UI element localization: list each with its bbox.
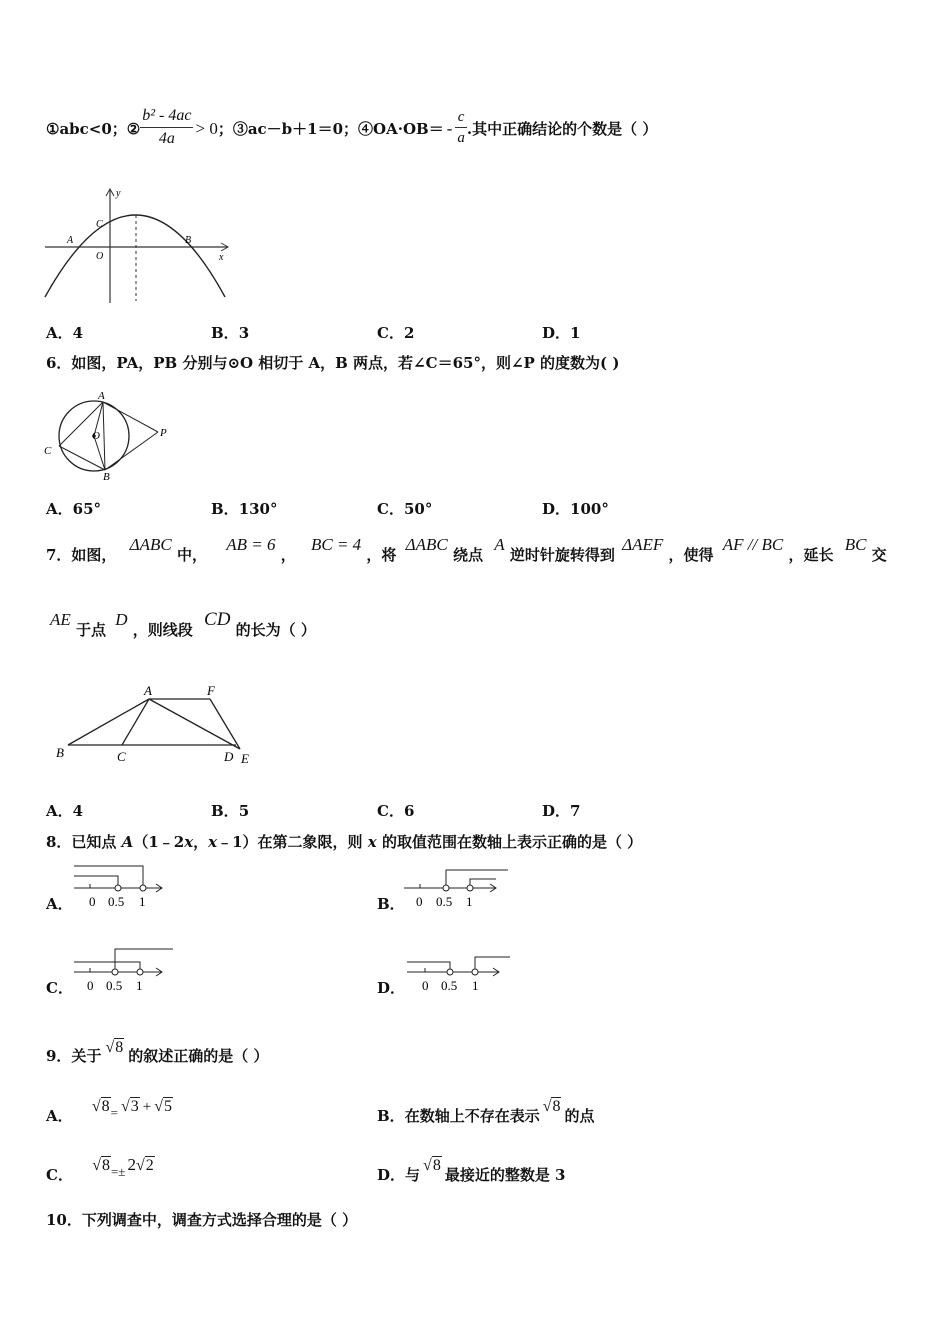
q7-bc2: BC	[844, 535, 867, 554]
q5-frac2-num: c	[455, 107, 467, 128]
q6-label-P: P	[160, 427, 167, 439]
q9-sqrt-8: √8	[105, 1039, 124, 1056]
q5-part3: .其中正确结论的个数是（ ）	[466, 120, 658, 138]
q9-option-c[interactable]	[46, 1154, 155, 1184]
q6-label-A: A	[98, 390, 105, 402]
q9-b-pre: 在数轴上不存在表示	[404, 1107, 540, 1125]
q8-numberline-b[interactable]	[400, 862, 515, 912]
q9-stem	[46, 1040, 268, 1064]
q7-num: 7．如图，	[46, 546, 117, 564]
option-label: A．	[46, 802, 73, 820]
q7-t9: 于点	[76, 621, 107, 639]
q9-a-sqrt8: √8	[91, 1098, 110, 1115]
q8-numberline-c[interactable]	[70, 944, 180, 996]
radicand: 8	[552, 1098, 561, 1115]
q6-label-O: O	[92, 430, 100, 442]
q7-tri2: ΔABC	[405, 535, 448, 554]
q5-label-x: x	[219, 252, 224, 263]
q5-stem	[46, 104, 657, 154]
option-value: 5	[238, 802, 250, 820]
q5-part2: ；③ac－b＋1＝0；④OA·OB＝	[217, 120, 444, 138]
q7-tri1: ΔABC	[129, 535, 172, 554]
q8-tail: 的取值范围在数轴上表示正确的是（ ）	[376, 833, 643, 851]
option-value: 100°	[570, 500, 609, 518]
option-label: A．	[46, 895, 73, 913]
q9-option-b[interactable]	[377, 1095, 595, 1125]
q9-d-post: 最接近的整数是 3	[444, 1166, 566, 1184]
q8-b-tick-1: 1	[466, 894, 473, 909]
q8-mid: （1﹣2	[133, 833, 185, 851]
q7-t2: ，	[280, 546, 296, 564]
q5-option-a[interactable]	[46, 322, 83, 343]
q6-label-B: B	[103, 471, 110, 483]
q10-stem: 10．下列调查中，调查方式选择合理的是（ ）	[46, 1211, 358, 1229]
option-value: 1	[570, 324, 581, 342]
q7-t4: 绕点	[453, 546, 484, 564]
option-label: C．	[46, 979, 73, 997]
q5-neg: -	[446, 119, 453, 138]
option-label: A．	[46, 500, 73, 518]
radicand: 3	[130, 1098, 139, 1115]
q8-a-tick-0: 0	[89, 894, 96, 909]
q8-c-tick-0: 0	[87, 978, 94, 993]
q9-post: 的叙述正确的是（ ）	[128, 1047, 269, 1065]
q7-option-a[interactable]	[46, 800, 83, 821]
q8-d-tick-0: 0	[422, 978, 429, 993]
q7-bc: BC = 4	[310, 535, 362, 554]
q7-stem-line1	[46, 536, 887, 566]
option-value: 50°	[403, 500, 433, 518]
q9-b-sqrt8: √8	[542, 1098, 561, 1115]
q5-option-d[interactable]	[542, 322, 580, 343]
option-value: 130°	[238, 500, 278, 518]
q8-numberline-d[interactable]	[403, 948, 518, 996]
option-label: B．	[377, 895, 405, 913]
q8-post: ﹣1）在第二象限，则	[217, 833, 368, 851]
q7-t11: 的长为（ ）	[235, 621, 316, 639]
option-label: A．	[46, 324, 73, 342]
q7-option-d[interactable]	[542, 800, 580, 821]
q5-gt-zero: > 0	[195, 119, 218, 138]
q9-b-post: 的点	[564, 1107, 595, 1125]
q9-c-eq: =±	[110, 1164, 126, 1179]
q8-d-tick-1: 1	[472, 978, 479, 993]
q7-t7: ，延长	[788, 546, 834, 564]
q8-x2: x	[208, 833, 218, 851]
option-label: D．	[542, 324, 571, 342]
q8-option-a[interactable]	[46, 893, 73, 914]
q7-label-F: F	[207, 683, 215, 698]
radicand: 8	[432, 1157, 441, 1174]
option-value: 3	[238, 324, 250, 342]
q9-c-sqrt2: √2	[135, 1157, 154, 1174]
q5-label-B: B	[185, 235, 192, 246]
q6-option-b[interactable]	[211, 498, 278, 519]
option-label: D．	[542, 802, 571, 820]
q7-label-B: B	[56, 745, 64, 760]
q5-label-C: C	[96, 219, 103, 230]
q5-frac2-den: a	[457, 129, 465, 146]
q7-label-D: D	[224, 749, 234, 764]
q6-option-c[interactable]	[377, 498, 432, 519]
q5-frac-num: b² - 4ac	[140, 105, 193, 128]
option-value: 7	[570, 802, 581, 820]
radicand: 2	[145, 1157, 154, 1174]
q8-option-d[interactable]	[377, 977, 405, 998]
q5-label-O: O	[96, 251, 104, 262]
q7-t10: ，则线段	[132, 621, 193, 639]
q8-a-tick-1: 1	[139, 894, 146, 909]
q7-ptD: D	[115, 610, 128, 629]
option-label: C．	[377, 802, 404, 820]
q7-t5: 逆时针旋转得到	[509, 546, 615, 564]
option-value: 4	[72, 324, 84, 342]
q5-option-c[interactable]	[377, 322, 414, 343]
q7-label-E: E	[241, 751, 249, 766]
q8-pre: 8．已知点	[46, 833, 122, 851]
q5-parabola-graph	[40, 185, 235, 305]
q7-cd: CD	[204, 609, 231, 630]
q7-option-c[interactable]	[377, 800, 414, 821]
q8-x1: x	[184, 833, 194, 851]
q5-part1: ①abc<0；②	[46, 120, 141, 138]
q8-x3: x	[367, 833, 377, 851]
option-label: C．	[377, 500, 404, 518]
q9-c-coef: 2	[127, 1155, 136, 1174]
q8-stem	[46, 835, 642, 850]
radicand: 8	[115, 1039, 124, 1056]
q5-frac-den: 4a	[158, 129, 175, 147]
q6-label-C: C	[44, 445, 52, 457]
q7-ptA: A	[494, 535, 505, 554]
option-value: 6	[403, 802, 415, 820]
q7-t8: 交	[871, 546, 887, 564]
q8-numberline-a[interactable]	[70, 860, 170, 912]
option-label: D．	[377, 979, 406, 997]
option-label: B．	[211, 324, 239, 342]
q5-option-b[interactable]	[211, 322, 249, 343]
q6-circle-tangent-figure	[40, 390, 180, 483]
option-value: 2	[403, 324, 415, 342]
q9-a-plus: +	[142, 1099, 152, 1115]
q8-c-tick-05: 0.5	[106, 978, 123, 993]
option-value: 4	[72, 802, 84, 820]
q5-label-A: A	[67, 235, 74, 246]
q7-par: AF // BC	[722, 535, 784, 554]
radicand: 8	[101, 1098, 110, 1115]
q8-option-c[interactable]	[46, 977, 73, 998]
q9-option-d[interactable]	[377, 1154, 566, 1184]
q9-a-sqrt5: √5	[154, 1098, 173, 1115]
q8-c-tick-1: 1	[136, 978, 143, 993]
q9-a-sqrt3: √3	[121, 1098, 139, 1115]
option-label: C．	[377, 324, 404, 342]
option-label: C．	[46, 1166, 73, 1184]
option-label: A．	[46, 1107, 73, 1125]
q9-c-sqrt8: √8	[92, 1157, 110, 1174]
q6-option-a[interactable]	[46, 498, 101, 519]
q9-d-pre: 与	[405, 1166, 421, 1184]
q8-b-tick-0: 0	[416, 894, 423, 909]
option-label: D．	[377, 1166, 406, 1184]
option-value: 65°	[72, 500, 102, 518]
q5-fraction-2	[455, 107, 467, 148]
q8-d-tick-05: 0.5	[441, 978, 458, 993]
q8-point: A	[121, 833, 134, 851]
q7-triangle-figure	[50, 683, 265, 768]
q9-a-eq: =	[110, 1105, 118, 1120]
q7-tri3: ΔAEF	[622, 535, 664, 554]
q7-t1: 中，	[177, 546, 208, 564]
option-label: D．	[542, 500, 571, 518]
q7-label-A: A	[144, 683, 152, 698]
q9-pre: 9．关于	[46, 1047, 102, 1065]
q7-t6: ，使得	[668, 546, 714, 564]
q8-a-tick-05: 0.5	[108, 894, 125, 909]
q8-comma: ，	[193, 833, 209, 851]
q9-d-sqrt8: √8	[423, 1157, 441, 1174]
q5-label-y: y	[116, 188, 121, 199]
q7-ae: AE	[50, 610, 71, 629]
q7-label-C: C	[117, 749, 126, 764]
q7-stem-line2	[50, 610, 316, 640]
radicand: 8	[101, 1157, 110, 1174]
q7-ab: AB = 6	[226, 535, 276, 554]
q7-t3: ，将	[366, 546, 397, 564]
q8-b-tick-05: 0.5	[436, 894, 453, 909]
q5-fraction-1	[140, 105, 193, 150]
option-label: B．	[211, 500, 239, 518]
q7-option-b[interactable]	[211, 800, 249, 821]
q9-option-a[interactable]	[46, 1095, 173, 1125]
radicand: 5	[164, 1098, 173, 1115]
q6-stem: 6．如图，PA，PB 分别与⊙O 相切于 A，B 两点，若∠C＝65°，则∠P 的度数为( )	[46, 354, 620, 372]
option-label: B．	[377, 1107, 405, 1125]
q6-option-d[interactable]	[542, 498, 609, 519]
option-label: B．	[211, 802, 239, 820]
